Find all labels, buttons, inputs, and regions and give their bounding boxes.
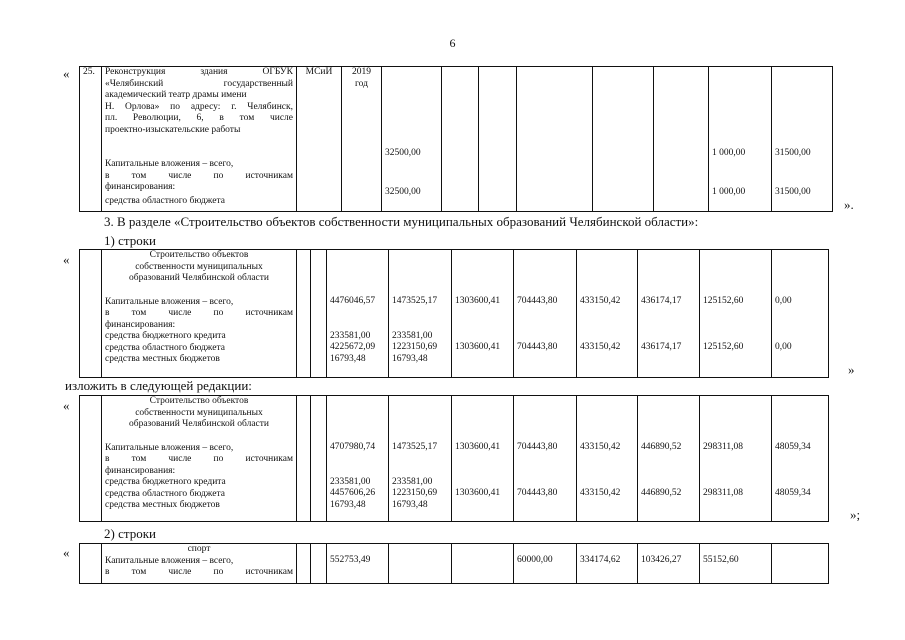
col7-cell: 31500,00 31500,00	[772, 67, 833, 212]
page-number: 6	[449, 36, 456, 50]
object-description: Строительство объектов собственности муниципальных образований Челябинской области Капитальные вложения – всего, в том числе по источникам финансирования: средства бюджетного кредита средства областного бюджета средства местных бюджетов	[102, 396, 297, 522]
quote-open-4: «	[63, 545, 70, 560]
year-cell: 2019 год	[342, 67, 382, 212]
quote-close-2: »	[848, 362, 855, 377]
quote-open-1: «	[63, 66, 70, 81]
subsection-1: 1) строки	[104, 233, 156, 248]
object-description: Строительство объектов собственности муниципальных образований Челябинской области Капитальные вложения – всего, в том числе по источникам финансирования: средства бюджетного кредита средства областного бюджета средства местных бюджетов	[102, 250, 297, 378]
quote-open-3: «	[63, 398, 70, 413]
section-heading: 3. В разделе «Строительство объектов собственности муниципальных образований Челябинской области»:	[104, 214, 699, 229]
table-object-25	[79, 66, 833, 212]
responsible-org: МСиИ	[297, 67, 342, 212]
total-cell: 552753,49	[330, 555, 371, 565]
table-new-version: Строительство объектов собственности муниципальных образований Челябинской области Капитальные вложения – всего, в том числе по источникам финансирования: средства бюджетного кредита средства областного бюджета средства местных бюджетов 4707980,74 233581,00 4457606,26 16793,48 1473525,17 233581,00 1223150,69 16793,48 1303600,41 1303600,41 704443,80 704443,80 433150,42 433150,42 446890,52 446890,52 298311,08 298311,08 48059,34 48059,34	[79, 395, 829, 522]
table-old-version: Строительство объектов собственности муниципальных образований Челябинской области Капитальные вложения – всего, в том числе по источникам финансирования: средства бюджетного кредита средства областного бюджета средства местных бюджетов 4476046,57 233581,00 4225672,09 16793,48 1473525,17 233581,00 1223150,69 16793,48 1303600,41 1303600,41 704443,80 704443,80 433150,42 433150,42 436174,17 436174,17 125152,60 125152,60 0,00 0,00	[79, 249, 829, 378]
year-2019-cell: 1473525,17 233581,00 1223150,69 16793,48	[389, 250, 452, 378]
quote-open-2: «	[63, 252, 70, 267]
quote-close-1: ».	[844, 197, 854, 212]
subsection-2: 2) строки	[104, 526, 156, 541]
table-sport: спорт Капитальные вложения – всего, в том числе по источникам 552753,49 60000,00 334174,62 103426,27 55152,60	[79, 543, 829, 584]
total-cell: 4707980,74 233581,00 4457606,26 16793,48	[327, 396, 389, 522]
year-2019-cell: 1473525,17 233581,00 1223150,69 16793,48	[389, 396, 452, 522]
total-cell: 32500,00 32500,00	[382, 67, 442, 212]
row-number: 25.	[80, 67, 102, 212]
replace-heading: изложить в следующей редакции:	[65, 378, 252, 393]
col6-cell: 1 000,00 1 000,00	[709, 67, 772, 212]
total-cell: 4476046,57 233581,00 4225672,09 16793,48	[327, 250, 389, 378]
object-description: спорт Капитальные вложения – всего, в том числе по источникам	[102, 544, 297, 584]
object-description: Реконструкция здания ОГБУК «Челябинский государственный академический театр драмы имени Н. Орлова» по адресу: г. Челябинск, пл. Революции, 6, в том числе проектно-изыскательские работы Капитальные вложения – всего, в том числе по источникам финансирования: средства областного бюджета	[102, 67, 297, 212]
quote-close-3: »;	[850, 507, 861, 522]
